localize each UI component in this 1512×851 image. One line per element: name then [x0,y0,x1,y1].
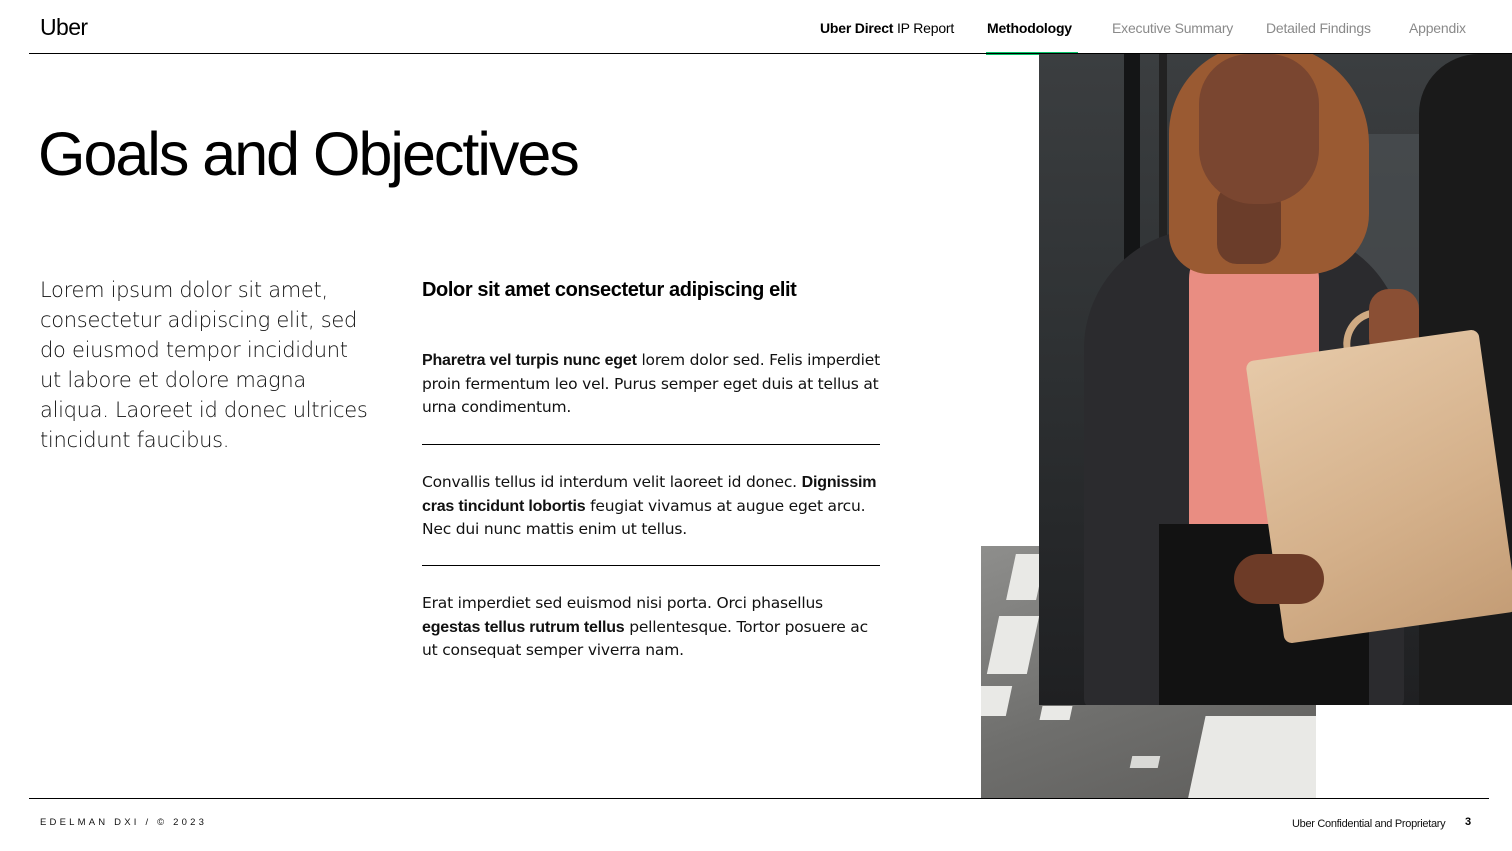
footer-divider [29,798,1489,799]
nav-appendix[interactable]: Appendix [1409,20,1466,36]
report-suffix: IP Report [893,20,955,36]
footer-copyright: EDELMAN DXI / © 2023 [40,817,208,828]
details-column [422,276,881,659]
divider [422,565,880,566]
header [0,0,1512,54]
divider [422,444,880,445]
hero-photo-courier-handing-bag [1039,54,1512,705]
nav-detailed-findings[interactable]: Detailed Findings [1266,20,1371,36]
uber-logo[interactable]: Uber [40,14,88,40]
intro-text: Lorem ipsum dolor sit amet, consectetur adipiscing elit, sed do eiusmod tempor incididunt ut labore et dolore magna aliqua. Laoreet id donec ultrices tincidunt faucibus. [40,278,368,452]
paragraph-1: Pharetra vel turpis nunc eget lorem dolor sed. Felis imperdiet proin fermentum leo vel. Purus semper eget duis at tellus at urna condimentum. [422,351,881,416]
nav-methodology[interactable]: Methodology [987,20,1072,36]
paragraph-3: Erat imperdiet sed euismod nisi porta. Orci phasellus egestas tellus rutrum tellus pellentesque. Tortor posuere ac ut consequat semper viverra nam. [422,594,868,659]
column-heading: Dolor sit amet consectetur adipiscing elit [422,279,797,301]
footer-confidential: Uber Confidential and Proprietary [1292,818,1446,830]
nav-executive-summary[interactable]: Executive Summary [1112,20,1234,36]
page-title: Goals and Objectives [38,120,578,188]
paragraph-2: Convallis tellus id interdum velit laoreet id donec. Dignissim cras tincidunt lobortis feugiat vivamus at augue eget arcu. Nec dui nunc mattis enim ut tellus. [422,473,877,538]
report-brand: Uber Direct [820,20,894,36]
page-number: 3 [1465,816,1472,828]
report-title[interactable] [820,20,954,36]
